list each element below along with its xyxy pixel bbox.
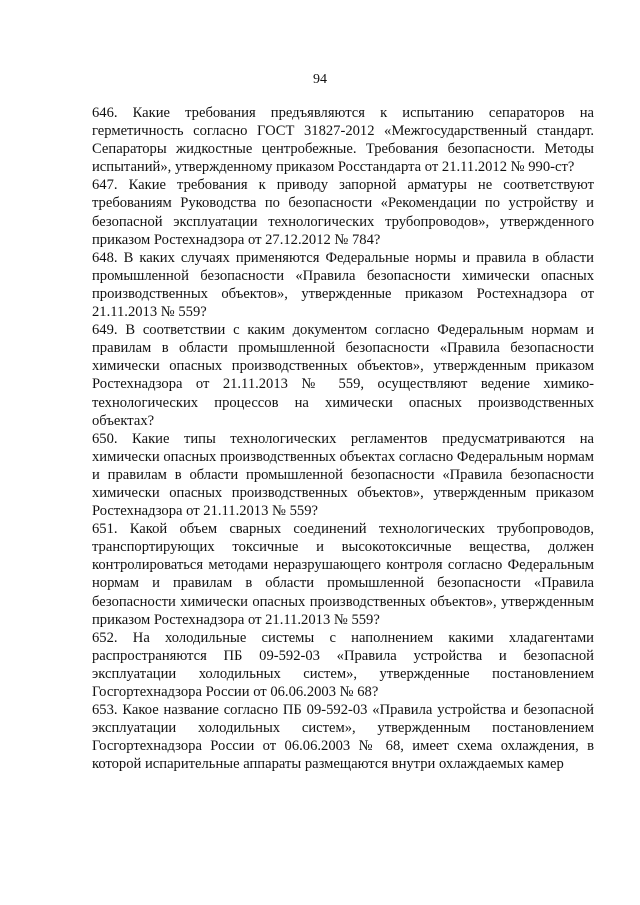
question-652: 652. На холодильные системы с наполнением какими хладагентами распространяются ПБ 09-592-03 «Правила устройства и безопасной эксплуатации холодильных систем», утвержденные постановлением Госгортехнадзора России от 06.06.2003 № 68?: [92, 629, 594, 700]
question-650: 650. Какие типы технологических регламентов предусматриваются на химически опасных производственных объектах согласно Федеральным нормам и правилам в области промышленной безопасности «Правила безопасности химически опасных производственных объектов», утвержденным приказом Ростехнадзора от 21.11.2013 № 559?: [92, 430, 594, 520]
question-648: 648. В каких случаях применяются Федеральные нормы и правила в области промышленной безопасности «Правила безопасности химически опасных производственных объектов», утвержденные приказом Ростехнадзора от 21.11.2013 № 559?: [92, 249, 594, 321]
question-649: 649. В соответствии с каким документом согласно Федеральным нормам и правилам в области промышленной безопасности «Правила безопасности химически опасных производственных объектов», утвержденным приказом Ростехнадзора от 21.11.2013 № 559, осуществляют ведение химико-технологических процессов на химически опасных производственных объектах?: [92, 322, 594, 429]
questions-list: [92, 104, 594, 773]
page-number: 94: [313, 72, 327, 87]
question-651: 651. Какой объем сварных соединений технологических трубопроводов, транспортирующих токсичные и высокотоксичные вещества, должен контролироваться методами неразрушающего контроля согласно Федеральным нормам и правилам в области промышленной безопасности «Правила безопасности химически опасных производственных объектов», утвержденным приказом Ростехнадзора от 21.11.2013 № 559?: [92, 521, 594, 628]
question-653: 653. Какое название согласно ПБ 09-592-03 «Правила устройства и безопасной эксплуатации холодильных систем», утвержденным постановлением Госгортехнадзора России от 06.06.2003 № 68, имеет схема охлаждения, в которой испарительные аппараты размещаются внутри охлаждаемых камер: [92, 702, 594, 773]
question-646: 646. Какие требования предъявляются к испытанию сепараторов на герметичность согласно ГОСТ 31827-2012 «Межгосударственный стандарт. Сепараторы жидкостные центробежные. Требования безопасности. Методы испытаний», утвержденному приказом Росстандарта от 21.11.2012 № 990-ст?: [92, 105, 594, 176]
question-647: 647. Какие требования к приводу запорной арматуры не соответствуют требованиям Руководства по безопасности «Рекомендации по устройству и безопасной эксплуатации технологических трубопроводов», утвержденного приказом Ростехнадзора от 27.12.2012 № 784?: [92, 177, 594, 248]
